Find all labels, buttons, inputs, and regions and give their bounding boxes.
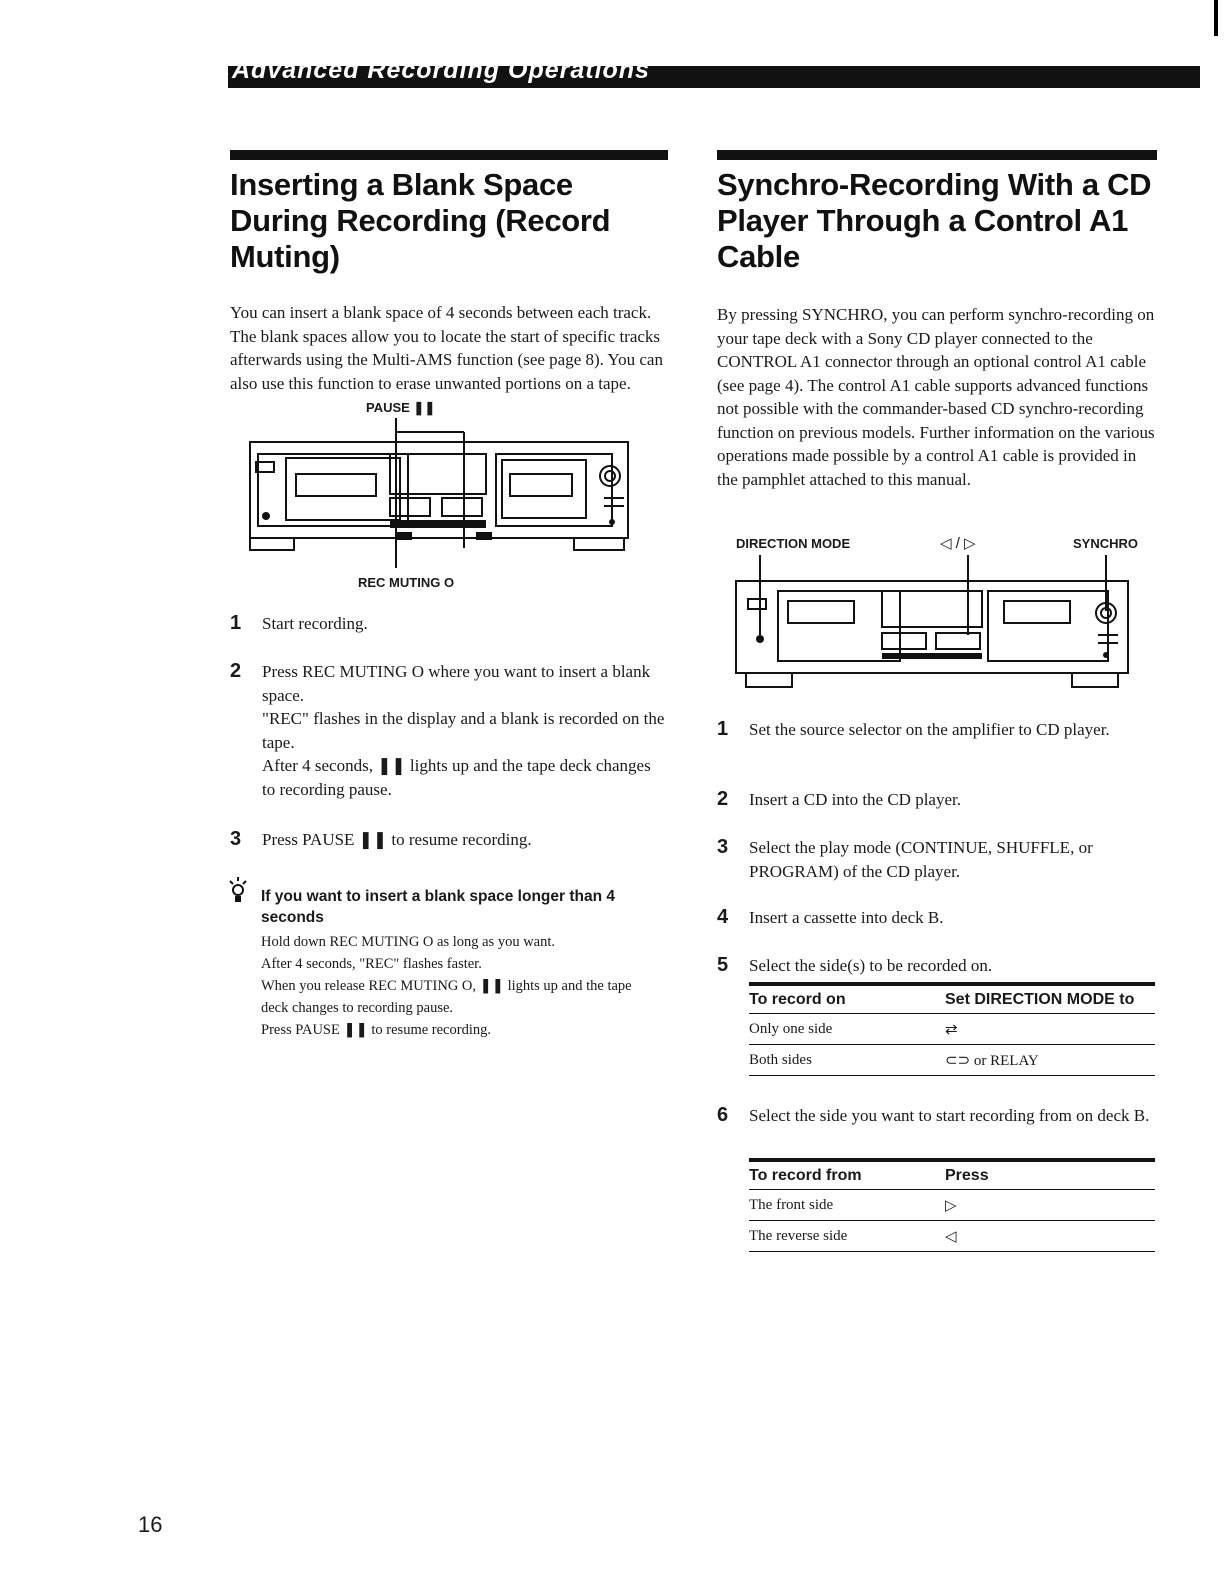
right-step-4	[717, 906, 1157, 930]
right-step-3	[717, 836, 1157, 883]
right-step-2	[717, 788, 1157, 812]
step-number: 1	[230, 612, 242, 634]
tip-line: After 4 seconds, "REC" flashes faster.	[261, 956, 482, 972]
table-cell: The front side	[749, 1190, 945, 1221]
step-number: 3	[230, 828, 242, 850]
tip-line: Hold down REC MUTING O as long as you want.	[261, 934, 556, 950]
tip-heading: If you want to insert a blank space longer than 4 seconds	[261, 888, 615, 926]
left-step-3	[230, 828, 668, 852]
step-text: Select the play mode (CONTINUE, SHUFFLE, or PROGRAM) of the CD player.	[749, 838, 1093, 881]
right-step-5	[717, 954, 1157, 978]
label-direction-mode: DIRECTION MODE	[736, 536, 851, 551]
direction-mode-table	[749, 982, 1155, 1076]
section-rule	[717, 150, 1157, 160]
step-number: 3	[717, 836, 729, 858]
tip-block	[261, 886, 661, 1041]
right-section-title: Synchro-Recording With a CD Player Through a Control A1 Cable	[717, 167, 1152, 274]
step-note: "REC" flashes in the display and a blank is recorded on the tape.	[262, 709, 665, 752]
step-number: 4	[717, 906, 729, 928]
table-cell: ▷	[945, 1190, 1155, 1221]
tape-deck-illustration-right	[732, 555, 1132, 691]
table-header: Press	[945, 1160, 1155, 1190]
section-header-title: Advanced Recording Operations	[232, 56, 650, 84]
right-step-6	[717, 1104, 1157, 1128]
step-text: Insert a cassette into deck B.	[749, 908, 944, 927]
tip-line: When you release REC MUTING O, ❚❚ lights up and the tape deck changes to recording pause.	[261, 978, 632, 1016]
table-cell: The reverse side	[749, 1221, 945, 1252]
left-section-title: Inserting a Blank Space During Recording (Record Muting)	[230, 167, 611, 274]
table-row	[749, 1190, 1155, 1221]
margin-tick	[1214, 0, 1218, 36]
step-number: 2	[717, 788, 729, 810]
section-rule	[230, 150, 668, 160]
table-header: To record from	[749, 1160, 945, 1190]
tape-deck-illustration-left	[240, 418, 640, 576]
step-text: Press REC MUTING O where you want to insert a blank space.	[262, 662, 651, 705]
step-text: Set the source selector on the amplifier to CD player.	[749, 720, 1110, 739]
step-number: 6	[717, 1104, 729, 1126]
left-step-1	[230, 612, 668, 636]
step-text: Insert a CD into the CD player.	[749, 790, 961, 809]
table-cell: Only one side	[749, 1014, 945, 1045]
right-intro: By pressing SYNCHRO, you can perform synchro-recording on your tape deck with a Sony CD player connected to the CONTROL A1 connector through an optional control A1 cable (see page 4). The control A1 cable supports advanced functions not possible with the commander-based CD synchro-recording function on previous models. Further information on the various operations made possible by a control A1 cable is provided in the pamphlet attached to this manual.	[717, 305, 1155, 489]
step-text: Press PAUSE ❚❚ to resume recording.	[262, 830, 532, 849]
label-rec-muting: REC MUTING O	[358, 575, 455, 590]
table-header: To record on	[749, 984, 945, 1014]
step-text: Start recording.	[262, 614, 368, 633]
label-direction-buttons: ◁ / ▷	[940, 535, 976, 552]
tip-line: Press PAUSE ❚❚ to resume recording.	[261, 1022, 491, 1038]
label-synchro: SYNCHRO	[1073, 536, 1139, 551]
step-number: 5	[717, 954, 729, 976]
table-row	[749, 1014, 1155, 1045]
right-column	[717, 150, 1157, 491]
table-cell: ⇄	[945, 1014, 1155, 1045]
table-row	[749, 1221, 1155, 1252]
table-header: Set DIRECTION MODE to	[945, 984, 1155, 1014]
page-number: 16	[138, 1512, 163, 1537]
label-pause: PAUSE ❚❚	[366, 400, 436, 415]
step-note: After 4 seconds, ❚❚ lights up and the tape deck changes to recording pause.	[262, 756, 651, 799]
left-step-2	[230, 660, 668, 801]
record-from-table	[749, 1158, 1155, 1252]
table-cell: ◁	[945, 1221, 1155, 1252]
left-column	[230, 150, 668, 395]
table-cell: Both sides	[749, 1045, 945, 1076]
step-text: Select the side you want to start recording from on deck B.	[749, 1106, 1150, 1125]
step-number: 2	[230, 660, 242, 682]
right-step-1	[717, 718, 1157, 742]
step-text: Select the side(s) to be recorded on.	[749, 956, 993, 975]
table-cell: ⊂⊃ or RELAY	[945, 1045, 1155, 1076]
lightbulb-icon	[228, 876, 248, 904]
step-number: 1	[717, 718, 729, 740]
table-row	[749, 1045, 1155, 1076]
left-intro: You can insert a blank space of 4 seconds between each track. The blank spaces allow you to locate the start of specific tracks afterwards using the Multi-AMS function (see page 8). You can also use this function to erase unwanted portions on a tape.	[230, 303, 663, 393]
